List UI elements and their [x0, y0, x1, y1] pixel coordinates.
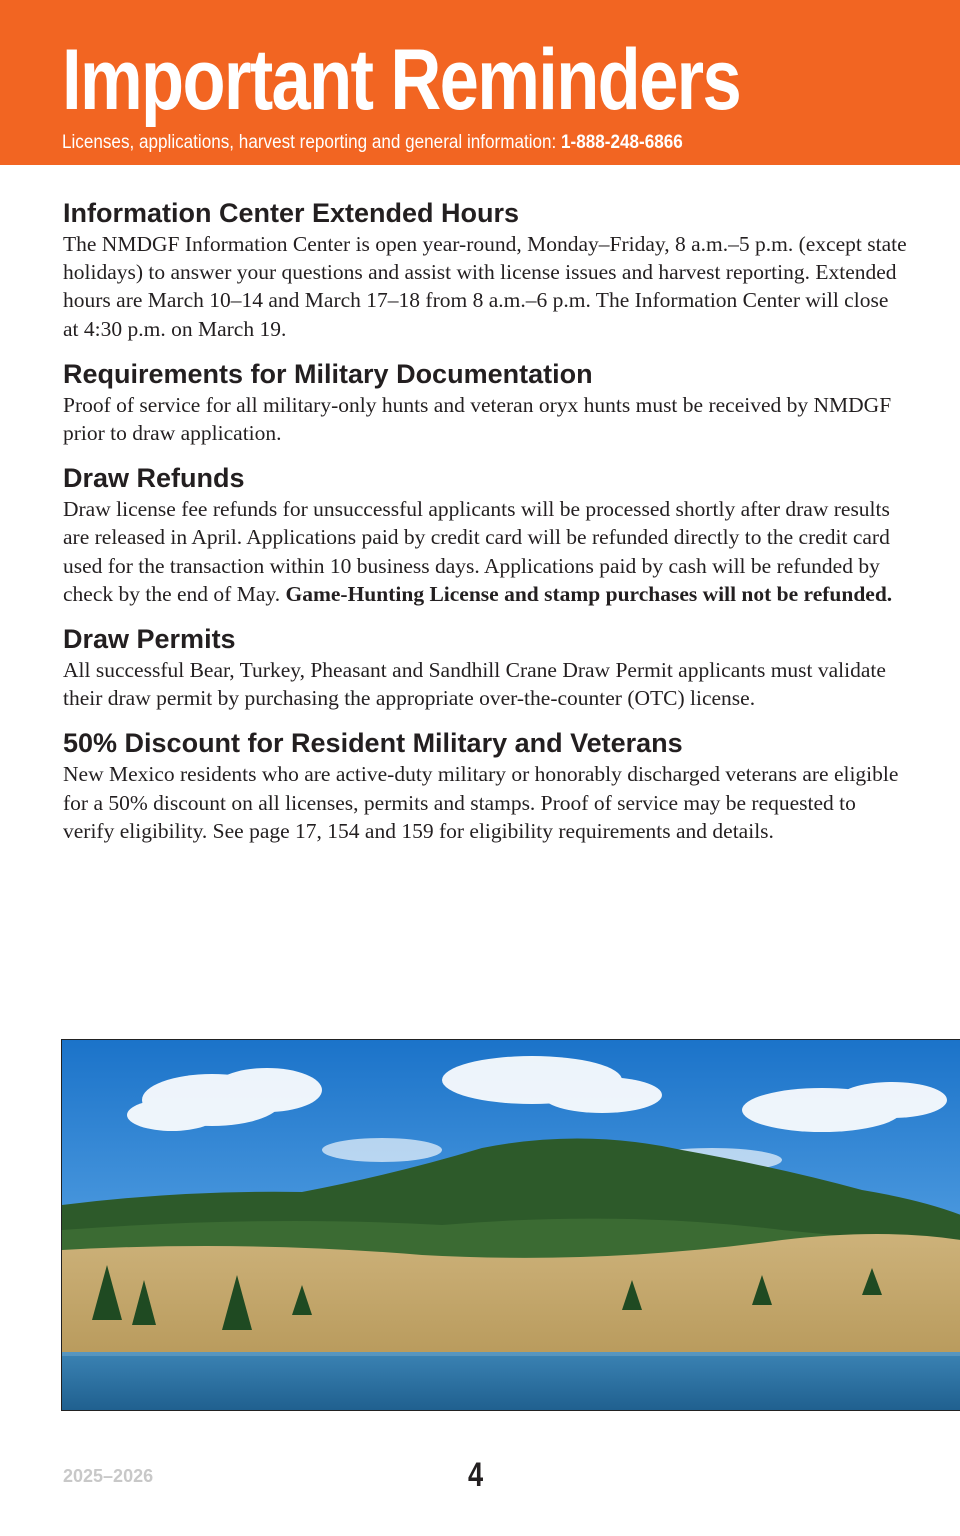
section-heading: 50% Discount for Resident Military and Veterans	[63, 728, 683, 759]
section-heading: Information Center Extended Hours	[63, 198, 520, 228]
section-heading: Draw Permits	[63, 624, 236, 655]
section-body: All successful Bear, Turkey, Pheasant and Sandhill Crane Draw Permit applicants must validate their draw permit by purchasing the appropriate over-the-counter (OTC) license.	[63, 658, 886, 711]
phone-number: 1-888-248-6866	[561, 132, 683, 153]
header-subtitle	[62, 132, 683, 154]
section-body: New Mexico residents who are active-duty military or honorably discharged veterans are eligible for a 50% discount on all licenses, permits and stamps. Proof of service may be requested to verify eligibility. See page 17, 154 and 159 for eligibility requirements and details.	[63, 762, 899, 843]
section-body	[63, 495, 908, 608]
page-title: Important Reminders	[62, 32, 741, 128]
footer-year: 2025–2026	[63, 1466, 154, 1486]
section-draw-permits	[63, 622, 908, 712]
landscape-illustration	[62, 1040, 960, 1411]
landscape-photo	[61, 1039, 960, 1411]
section-discount	[63, 726, 908, 845]
section-body-bold: Game-Hunting License and stamp purchases will not be refunded.	[285, 581, 893, 606]
section-body: The NMDGF Information Center is open year-round, Monday–Friday, 8 a.m.–5 p.m. (except state holidays) to answer your questions and assist with license issues and harvest reporting. Extended hours are March 10–14 and March 17–18 from 8 a.m.–6 p.m. The Information Center will close at 4:30 p.m. on March 19.	[63, 232, 907, 341]
header-banner	[0, 0, 960, 165]
page-number: 4	[468, 1456, 484, 1494]
section-info-center	[63, 196, 908, 343]
subtitle-text: Licenses, applications, harvest reporting and general information:	[62, 132, 562, 153]
section-draw-refunds	[63, 461, 908, 608]
section-heading: Draw Refunds	[63, 463, 245, 494]
section-body-text: Draw license fee refunds for unsuccessful applicants will be processed shortly after draw results are released in April. Applications paid by credit card will be refunded directly to the credit card used for the transaction within 10 business days. Applications paid by cash will be refunded by check by the end of May.	[63, 497, 890, 606]
section-military-docs	[63, 357, 908, 447]
reminders-content	[63, 196, 908, 859]
section-heading: Requirements for Military Documentation	[63, 358, 593, 389]
section-body: Proof of service for all military-only hunts and veteran oryx hunts must be received by NMDGF prior to draw application.	[63, 392, 892, 446]
